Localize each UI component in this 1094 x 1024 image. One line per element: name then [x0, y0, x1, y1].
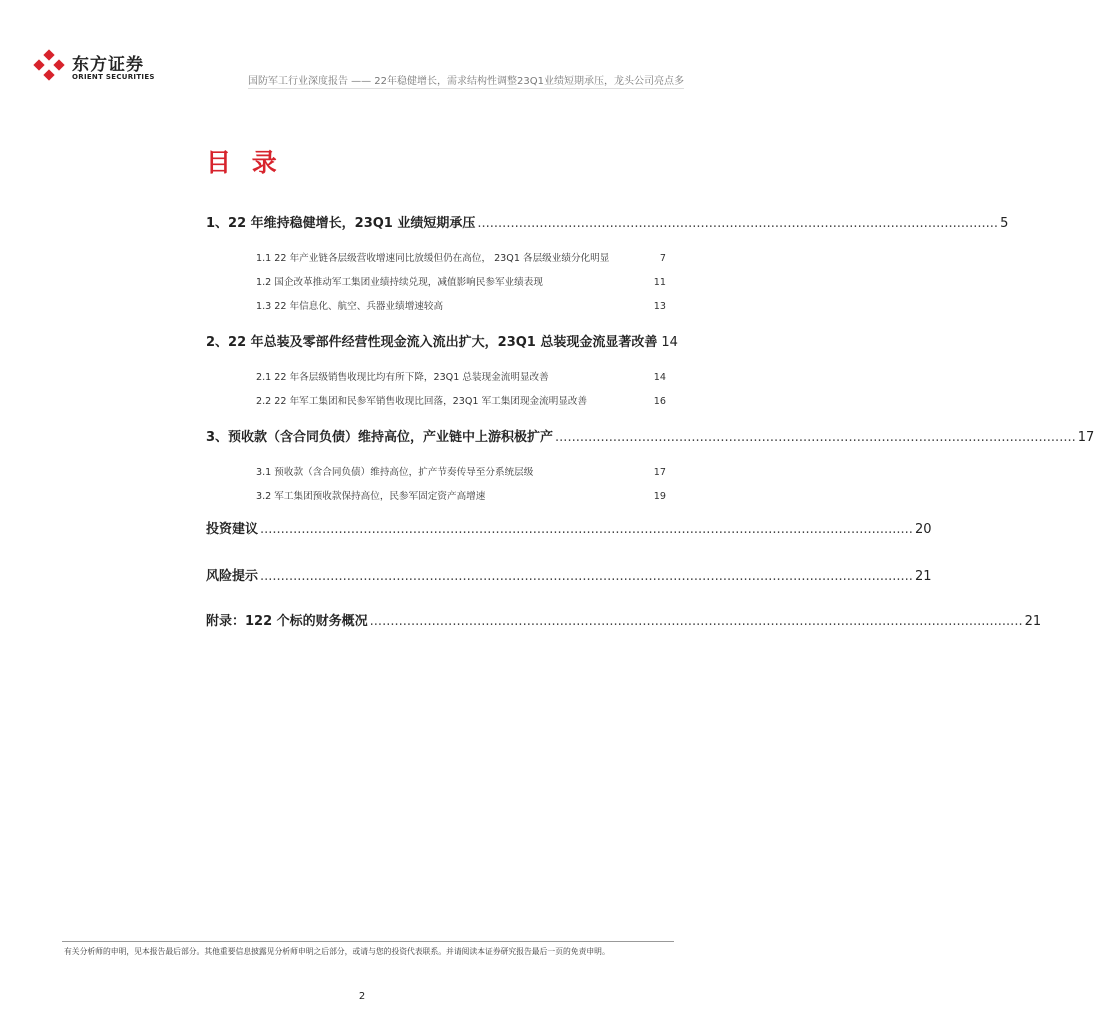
toc-entry-text: 2.1 22 年各层级销售收现比均有所下降，23Q1 总装现金流明显改善 — [256, 372, 549, 383]
toc-entry-text: 3.2 军工集团预收款保持高位，民参军固定资产高增速 — [256, 491, 486, 502]
toc-leader-dots: .............................................................................................................................................................. — [260, 522, 913, 537]
toc-entry-text: 3.1 预收款（含合同负债）维持高位，扩产节奏传导至分系统层级 — [256, 467, 534, 478]
toc-entry[interactable] — [256, 298, 666, 312]
toc-entry-page: 7 — [659, 253, 666, 264]
toc-entry-text: 2.2 22 年军工集团和民参军销售收现比回落，23Q1 军工集团现金流明显改善 — [256, 396, 588, 407]
toc-entry[interactable] — [256, 464, 666, 478]
toc-entry-text: 1、22 年维持稳健增长，23Q1 业绩短期承压 — [206, 216, 476, 231]
toc-entry[interactable] — [256, 274, 666, 288]
toc-entry[interactable] — [206, 518, 932, 537]
toc-entry-text: 1.2 国企改革推动军工集团业绩持续兑现，减值影响民参军业绩表现 — [256, 277, 543, 288]
toc-entry-page: 11 — [653, 277, 666, 288]
toc-entry-page: 17 — [1077, 430, 1094, 445]
toc-entry[interactable] — [206, 331, 678, 350]
disclaimer-text: 有关分析师的申明，见本报告最后部分。其他重要信息披露见分析师申明之后部分，或请与您的投资代表联系。并请阅读本证券研究报告最后一页的免责申明。 — [64, 947, 610, 956]
toc-entry-text: 1.1 22 年产业链各层级营收增速同比放缓但仍在高位， 23Q1 各层级业绩分化明显 — [256, 253, 610, 264]
toc-entry-page: 20 — [914, 522, 932, 537]
toc-entry-page: 5 — [1000, 216, 1009, 231]
company-logo — [34, 46, 158, 86]
toc-entry-text: 附录：122 个标的财务概况 — [206, 614, 368, 629]
toc-leader-dots: .............................................................................................................................. — [477, 216, 999, 231]
page-header — [34, 46, 684, 94]
logo-chinese-name: 东方证券 — [72, 55, 144, 75]
toc-entry-text: 风险提示 — [206, 569, 259, 584]
toc-entry[interactable] — [256, 488, 666, 502]
toc-entry[interactable] — [256, 393, 666, 407]
toc-entry-page: 16 — [653, 396, 666, 407]
toc-entry-page: 19 — [653, 491, 666, 502]
toc-entry[interactable] — [206, 610, 1042, 629]
page-number: 2 — [358, 991, 366, 1002]
toc-entry-text: 2、22 年总装及零部件经营性现金流入流出扩大，23Q1 总装现金流显著改善 — [206, 335, 658, 350]
toc-entry[interactable] — [206, 565, 932, 584]
toc-entry-page: 14 — [653, 372, 666, 383]
toc-title: 目 录 — [206, 148, 283, 177]
toc-entry[interactable] — [256, 369, 666, 383]
toc-entry[interactable] — [206, 426, 1094, 445]
toc-entry-page: 21 — [914, 569, 932, 584]
orient-logo-icon — [34, 50, 64, 80]
toc-entry[interactable] — [206, 212, 1009, 231]
logo-english-name: ORIENT SECURITIES — [72, 73, 155, 81]
toc-entry[interactable] — [256, 250, 666, 264]
toc-entry-text: 1.3 22 年信息化、航空、兵器业绩增速较高 — [256, 301, 444, 312]
toc-leader-dots: .............................................................................................................................................................. — [369, 614, 1023, 629]
footer-divider — [62, 941, 674, 942]
report-title: 国防军工行业深度报告 —— 22年稳健增长，需求结构性调整23Q1业绩短期承压，龙头公司亮点多 — [247, 76, 684, 87]
toc-entry-page: 21 — [1024, 614, 1042, 629]
toc-leader-dots: .............................................................................................................................. — [555, 430, 1076, 445]
toc-entry-page: 14 — [661, 335, 678, 350]
toc-entry-text: 3、预收款（含合同负债）维持高位，产业链中上游积极扩产 — [206, 430, 554, 445]
toc-entry-text: 投资建议 — [206, 522, 259, 537]
toc-leader-dots: .............................................................................................................................................................. — [260, 569, 913, 584]
toc-entry-page: 13 — [653, 301, 666, 312]
header-divider — [248, 88, 684, 89]
toc-entry-page: 17 — [653, 467, 666, 478]
